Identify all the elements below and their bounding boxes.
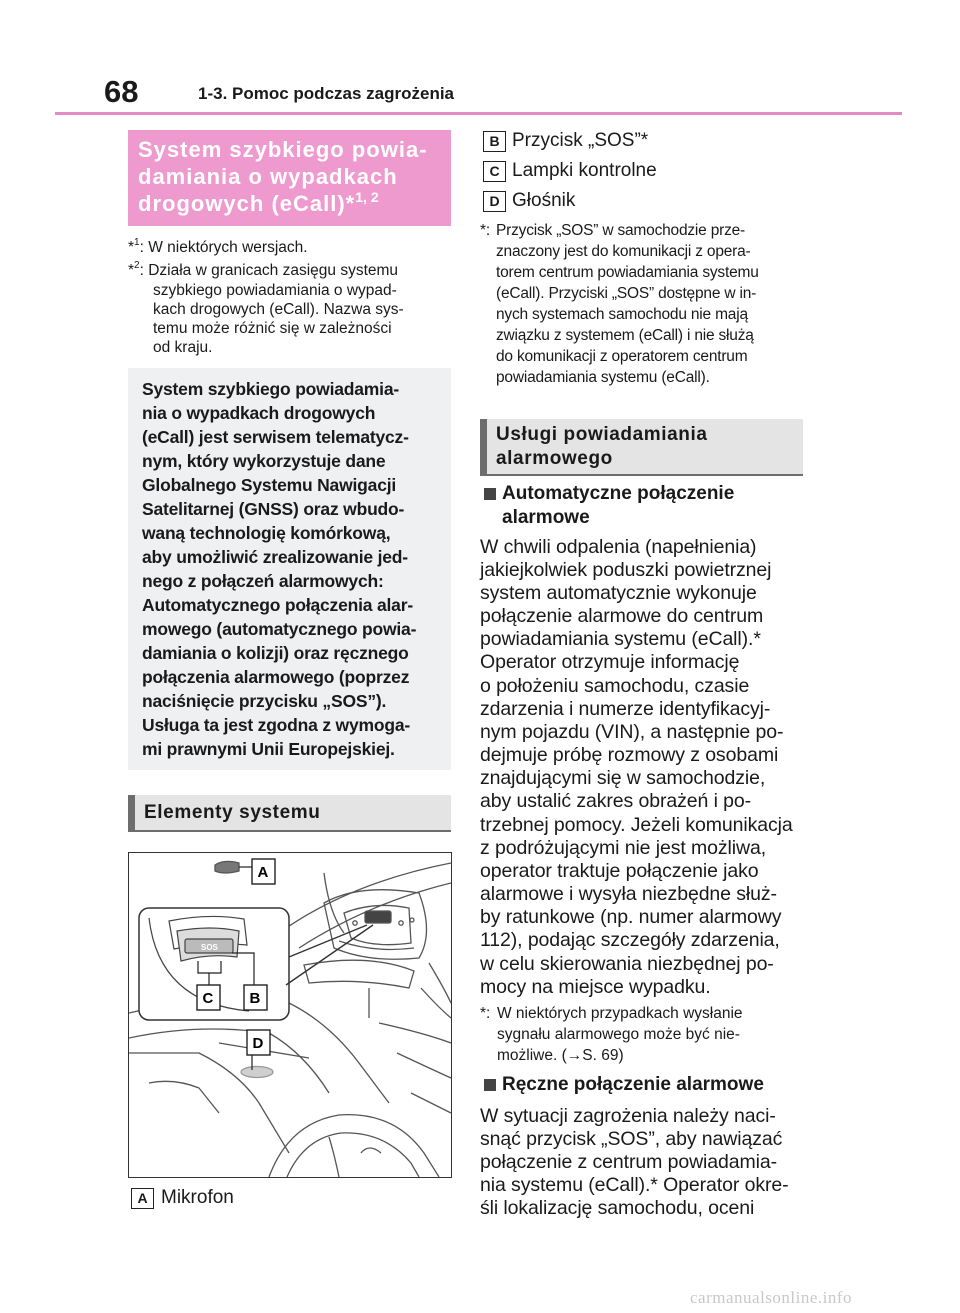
auto-call-line: o położeniu samochodu, czasie <box>480 675 750 697</box>
auto-call-heading: Automatyczne połączenie <box>502 483 735 504</box>
auto-call-note-line: możliwe. (→S. 69) <box>497 1047 624 1064</box>
section-title-sup: 1, 2 <box>355 189 379 205</box>
auto-call-line: połączenie alarmowe do centrum <box>480 605 764 627</box>
sos-footnote-line: do komunikacji z operatorem centrum <box>496 348 748 365</box>
auto-call-line: aby ustalić zakres obrażeń i po- <box>480 790 752 812</box>
manual-call-line: nia systemu (eCall).* Operator okre- <box>480 1174 789 1196</box>
legend-key-a: A <box>131 1188 154 1209</box>
illus-label-a: A <box>257 864 269 881</box>
intro-line: Globalnego Systemu Nawigacji <box>142 475 397 495</box>
footnote-1 <box>128 238 451 260</box>
auto-call-line: w celu skierowania niezbędnej po- <box>480 953 774 975</box>
auto-call-note-line: W niektórych przypadkach wysłanie <box>497 1005 743 1022</box>
auto-call-line: z podróżującymi nie jest możliwa, <box>480 837 767 859</box>
section-title-line: damiania o wypadkach <box>138 164 398 189</box>
auto-call-line: alarmowe i wysyła niezbędne służ- <box>480 883 777 905</box>
auto-call-note-mark: *: <box>480 1005 491 1022</box>
legend-key-d: D <box>483 191 506 212</box>
intro-line: Automatycznego połączenia alar- <box>142 595 413 615</box>
elements-heading-text: Elementy systemu <box>144 802 321 823</box>
illus-label-d: D <box>252 1035 264 1052</box>
manual-call-line: śli lokalizację samochodu, oceni <box>480 1197 755 1219</box>
intro-line: nym, który wykorzystuje dane <box>142 451 386 471</box>
auto-call-note-line: sygnału alarmowego może być nie- <box>497 1026 740 1043</box>
intro-line: nia o wypadkach drogowych <box>142 403 376 423</box>
legend-text-d: Głośnik <box>512 190 576 211</box>
section-title-line: drogowych (eCall)*$^{1, 2}$ <box>138 189 379 216</box>
chapter-title: 1-3. Pomoc podczas zagrożenia <box>198 84 455 103</box>
sos-footnote-mark: *: <box>480 222 490 239</box>
auto-call-line: by ratunkowe (np. numer alarmowy <box>480 906 782 928</box>
auto-call-line: operator traktuje połączenie jako <box>480 860 759 882</box>
illus-label-b: B <box>249 990 261 1007</box>
services-heading <box>480 419 803 476</box>
intro-line: System szybkiego powiadamia- <box>142 379 399 399</box>
services-heading-line: alarmowego <box>496 448 613 469</box>
watermark: carmanualsonline.info <box>690 1288 853 1307</box>
sos-footnote-line: torem centrum powiadamiania systemu <box>496 264 759 281</box>
intro-line: Satelitarnej (GNSS) oraz wbudo- <box>142 499 405 519</box>
manual-call-line: połączenie z centrum powiadamia- <box>480 1151 778 1173</box>
sos-footnote-line: Przycisk „SOS” w samochodzie prze- <box>496 222 746 239</box>
auto-call-line: mocy na miejsce wypadku. <box>480 976 711 998</box>
auto-call-line: znajdującymi się w samochodzie, <box>480 767 766 789</box>
services-heading-line: Usługi powiadamiania <box>496 424 708 445</box>
legend-key-c: C <box>483 161 506 182</box>
intro-line: naciśnięcie przycisku „SOS”). <box>142 691 387 711</box>
auto-call-heading: alarmowe <box>502 507 590 528</box>
legend-text-c: Lampki kontrolne <box>512 160 657 181</box>
auto-call-line: 112), podając szczegóły zdarzenia, <box>480 929 780 951</box>
footnote-mark: *$^2$: Działa w granicach zasięgu systemu <box>128 260 399 279</box>
auto-call-line: system automatycznie wykonuje <box>480 582 757 604</box>
auto-call-line: nym pojazdu (VIN), a następnie po- <box>480 721 784 743</box>
footnote-2 <box>128 261 451 361</box>
auto-call-line: jakiejkolwiek poduszki powietrznej <box>480 559 772 581</box>
sos-footnote-line: nych systemach samochodu nie mają <box>496 306 748 323</box>
elements-heading <box>128 795 451 832</box>
intro-line: (eCall) jest serwisem telematycz- <box>142 427 409 447</box>
auto-call-line: zdarzenia i numerze identyfikacyj- <box>480 698 771 720</box>
bullet-square <box>484 1079 496 1091</box>
footnote-line: szybkiego powiadamiania o wypad- <box>153 282 397 299</box>
sos-footnote-line: (eCall). Przyciski „SOS” dostępne w in- <box>496 285 757 302</box>
sos-footnote-line: znaczony jest do komunikacji z opera- <box>496 243 751 260</box>
manual-call-line: W sytuacji zagrożenia należy naci- <box>480 1105 776 1127</box>
footnote-line: kach drogowych (eCall). Nazwa sys- <box>153 301 404 318</box>
intro-line: Usługa ta jest zgodna z wymoga- <box>142 715 411 735</box>
bullet-square <box>484 488 496 500</box>
page-number: 68 <box>104 74 139 109</box>
sos-footnote <box>480 221 805 391</box>
auto-call-line: W chwili odpalenia (napełnienia) <box>480 536 757 558</box>
illus-label-c: C <box>202 990 214 1007</box>
auto-call-line: dejmuje próbę rozmowy z osobami <box>480 744 779 766</box>
intro-line: nego z połączeń alarmowych: <box>142 571 384 591</box>
intro-line: damiania o kolizji) oraz ręcznego <box>142 643 409 663</box>
legend-text-b: Przycisk „SOS”* <box>512 130 649 151</box>
intro-line: mi prawnymi Unii Europejskiej. <box>142 739 395 759</box>
footnote-line: od kraju. <box>153 339 213 356</box>
footnote-mark: *$^1$: W niektórych wersjach. <box>128 237 308 256</box>
header-rule <box>55 112 902 115</box>
section-title <box>128 130 451 226</box>
legend-key-b: B <box>483 131 506 152</box>
footnote-line: temu może różnić się w zależności <box>153 320 392 337</box>
intro-line: mowego (automatycznego powia- <box>142 619 417 639</box>
intro-line: połączenia alarmowego (poprzez <box>142 667 410 687</box>
legend-text-a: Mikrofon <box>161 1187 234 1208</box>
manual-call-heading: Ręczne połączenie alarmowe <box>502 1074 764 1095</box>
car-interior-drawing <box>129 853 451 1177</box>
intro-line: aby umożliwić zrealizowanie jed- <box>142 547 408 567</box>
intro-line: waną technologię komórkową, <box>142 523 391 543</box>
auto-call-line: Operator otrzymuje informację <box>480 651 740 673</box>
sos-footnote-line: powiadamiania systemu (eCall). <box>496 369 710 386</box>
intro-box <box>128 368 451 770</box>
auto-call-line: powiadamiania systemu (eCall).* <box>480 628 761 650</box>
sos-button-text: SOS <box>201 943 218 952</box>
auto-call-line: trzebnej pomocy. Jeżeli komunikacja <box>480 814 793 836</box>
system-illustration <box>128 852 452 1178</box>
section-title-line: System szybkiego powia- <box>138 137 428 162</box>
manual-call-line: snąć przycisk „SOS”, aby nawiązać <box>480 1128 783 1150</box>
sos-footnote-line: związku z systemem (eCall) i nie służą <box>496 327 754 344</box>
